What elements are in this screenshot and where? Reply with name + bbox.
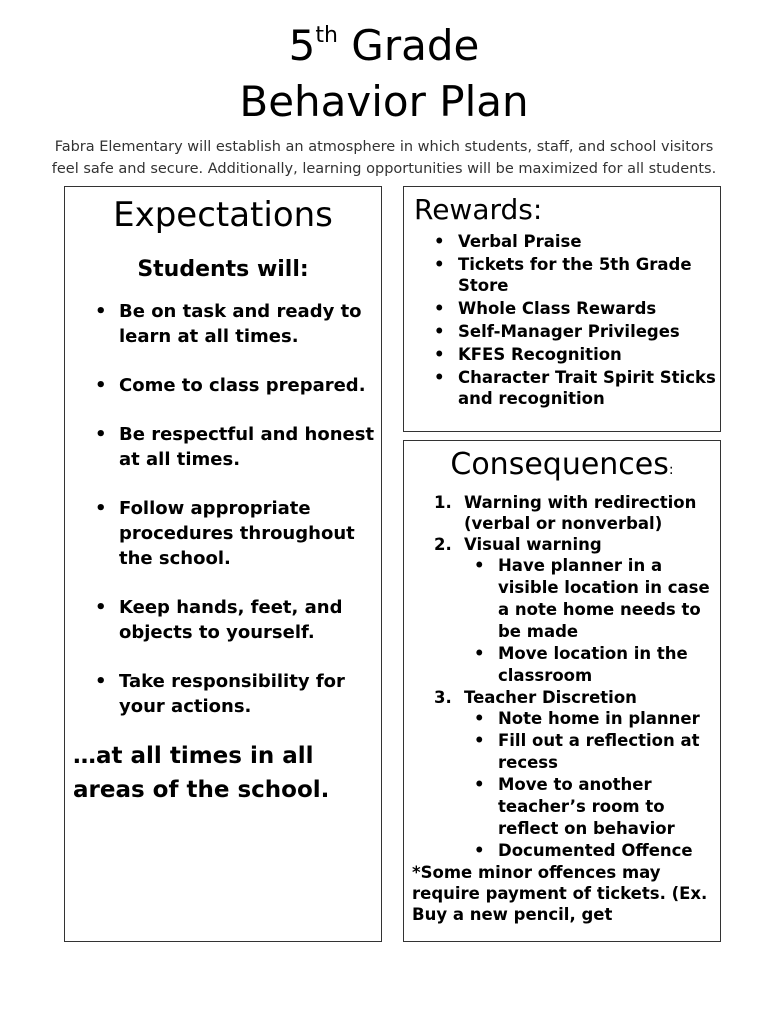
consequences-box <box>403 440 721 942</box>
step-item <box>434 534 720 555</box>
expectations-list <box>65 299 381 719</box>
step-label: Visual warning <box>464 535 602 554</box>
rewards-list <box>404 231 720 409</box>
expectations-footer: …at all times in all areas of the school. <box>73 743 330 803</box>
list-item: • Be on task and ready to learn at all times. <box>95 299 381 349</box>
list-item: • Fill out a reflection at recess <box>474 730 720 774</box>
list-item: • Move location in the classroom <box>474 643 720 687</box>
rewards-heading: Rewards: <box>414 193 543 226</box>
page-title <box>0 18 768 130</box>
consequences-heading <box>404 445 720 490</box>
consequences-note: *Some minor offences may require payment of tickets. (Ex. Buy a new pencil, get <box>412 863 708 924</box>
step-label: Warning with redirection (verbal or nonverbal) <box>464 493 697 533</box>
step-item <box>434 687 720 708</box>
list-item: • Take responsibility for your actions. <box>95 669 381 719</box>
list-item: • Character Trait Spirit Sticks and recognition <box>434 367 720 409</box>
step-label: Teacher Discretion <box>464 688 637 707</box>
list-item: • Come to class prepared. <box>95 373 381 398</box>
list-item: • Verbal Praise <box>434 231 720 252</box>
title-line-2: Behavior Plan <box>239 77 529 126</box>
list-item: • Follow appropriate procedures throughout the school. <box>95 496 381 571</box>
grade-number: 5 <box>288 21 316 70</box>
list-item: • Be respectful and honest at all times. <box>95 422 381 472</box>
step-3-sublist <box>404 708 720 862</box>
consequences-steps-cont <box>404 687 720 708</box>
list-item: • Move to another teacher’s room to reflect on behavior <box>474 774 720 840</box>
list-item: • Whole Class Rewards <box>434 298 720 319</box>
expectations-subheading: Students will: <box>137 257 309 282</box>
list-item: • Documented Offence <box>474 840 720 862</box>
list-item: • Keep hands, feet, and objects to yourself. <box>95 595 381 645</box>
consequences-heading-colon: : <box>668 462 674 478</box>
step-2-sublist <box>404 555 720 687</box>
list-item: • KFES Recognition <box>434 344 720 365</box>
list-item: • Self-Manager Privileges <box>434 321 720 342</box>
grade-word: Grade <box>351 21 480 70</box>
list-item: • Tickets for the 5th Grade Store <box>434 254 720 296</box>
title-line-1 <box>0 18 768 74</box>
step-number: 3. <box>434 688 452 707</box>
list-item: • Note home in planner <box>474 708 720 730</box>
intro-paragraph: Fabra Elementary will establish an atmosphere in which students, staff, and school visitors feel safe and secure. Additionally, learning opportunities will be maximized for all students. <box>51 139 717 177</box>
step-item <box>434 492 720 534</box>
grade-suffix: th <box>315 23 338 48</box>
expectations-box <box>64 186 382 942</box>
list-item: • Have planner in a visible location in case a note home needs to be made <box>474 555 720 643</box>
consequences-heading-text: Consequences <box>450 447 669 482</box>
step-number: 2. <box>434 535 452 554</box>
expectations-heading: Expectations <box>113 195 333 235</box>
consequences-steps <box>404 492 720 555</box>
rewards-box <box>403 186 721 432</box>
step-number: 1. <box>434 493 452 512</box>
